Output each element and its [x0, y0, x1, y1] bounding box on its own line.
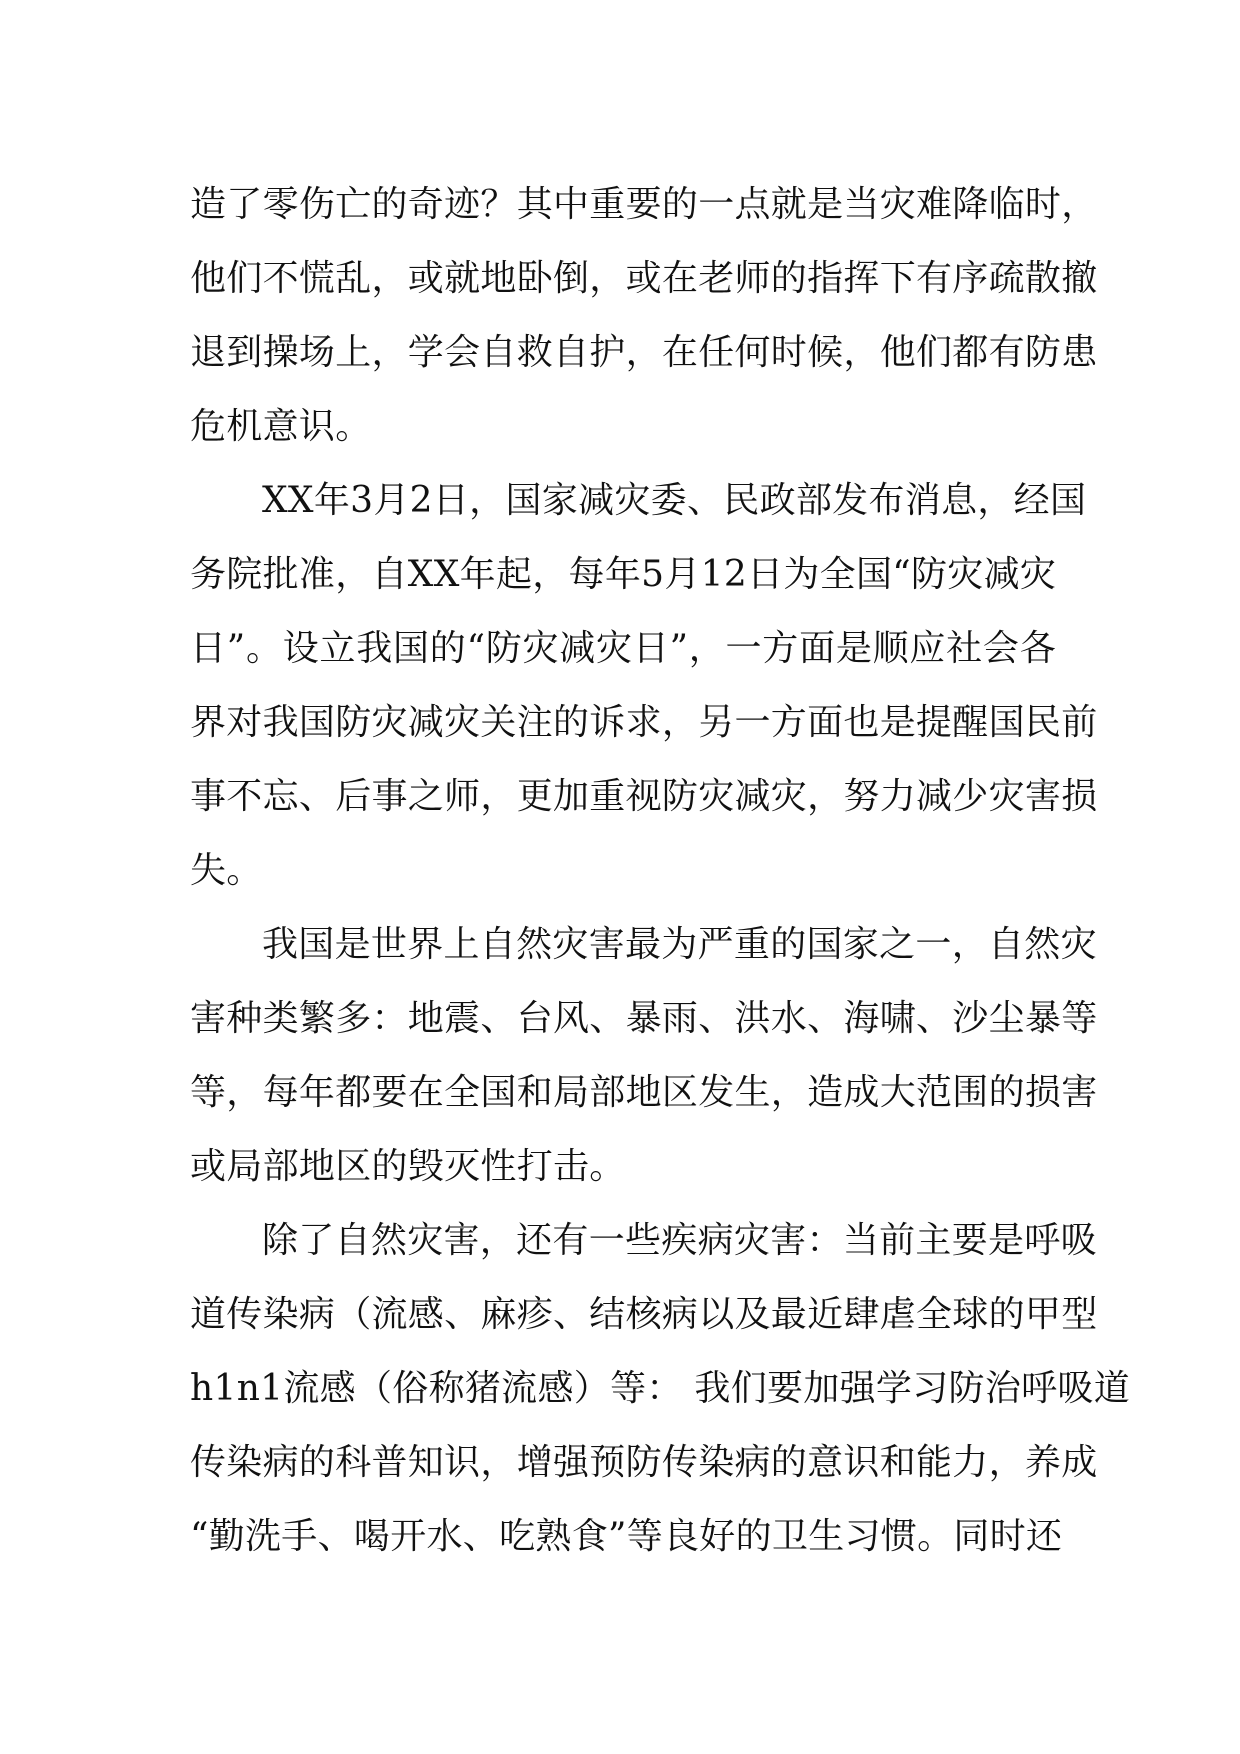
text-line: 事不忘、后事之师，更加重视防灾减灾，努力减少灾害损	[190, 776, 1098, 817]
text-line: 他们不慌乱，或就地卧倒，或在老师的指挥下有序疏散撤	[190, 258, 1098, 299]
paragraph-3	[190, 908, 1098, 1204]
text-line: 造了零伤亡的奇迹？其中重要的一点就是当灾难降临时，	[190, 184, 1098, 225]
text-line: 除了自然灾害，还有一些疾病灾害：当前主要是呼吸	[262, 1220, 1097, 1261]
text-line: 危机意识。	[190, 406, 372, 447]
text-line: 日”。设立我国的“防灾减灾日”，一方面是顺应社会各	[190, 628, 1056, 669]
paragraph-2	[190, 464, 1098, 908]
text-line: 界对我国防灾减灾关注的诉求，另一方面也是提醒国民前	[190, 702, 1098, 743]
paragraph-4	[190, 1204, 1131, 1574]
body-text	[190, 168, 1131, 1574]
text-line: 失。	[190, 850, 263, 891]
text-line: 传染病的科普知识，增强预防传染病的意识和能力，养成	[190, 1442, 1098, 1483]
text-line: 或局部地区的毁灭性打击。	[190, 1146, 626, 1187]
text-line: XX年3月2日，国家减灾委、民政部发布消息，经国	[262, 480, 1087, 521]
text-line: 我国是世界上自然灾害最为严重的国家之一，自然灾	[262, 924, 1097, 965]
text-line: h1n1流感（俗称猪流感）等： 我们要加强学习防治呼吸道	[190, 1368, 1131, 1409]
text-line: 退到操场上，学会自救自护，在任何时候，他们都有防患	[190, 332, 1098, 373]
text-line: 务院批准，自XX年起，每年5月12日为全国“防灾减灾	[190, 554, 1057, 595]
text-line: 害种类繁多：地震、台风、暴雨、洪水、海啸、沙尘暴等	[190, 998, 1098, 1039]
text-line: 等，每年都要在全国和局部地区发生，造成大范围的损害	[190, 1072, 1098, 1113]
paragraph-1	[190, 168, 1098, 464]
text-line: 道传染病（流感、麻疹、结核病以及最近肆虐全球的甲型	[190, 1294, 1098, 1335]
text-line: “勤洗手、喝开水、吃熟食”等良好的卫生习惯。同时还	[190, 1516, 1063, 1557]
